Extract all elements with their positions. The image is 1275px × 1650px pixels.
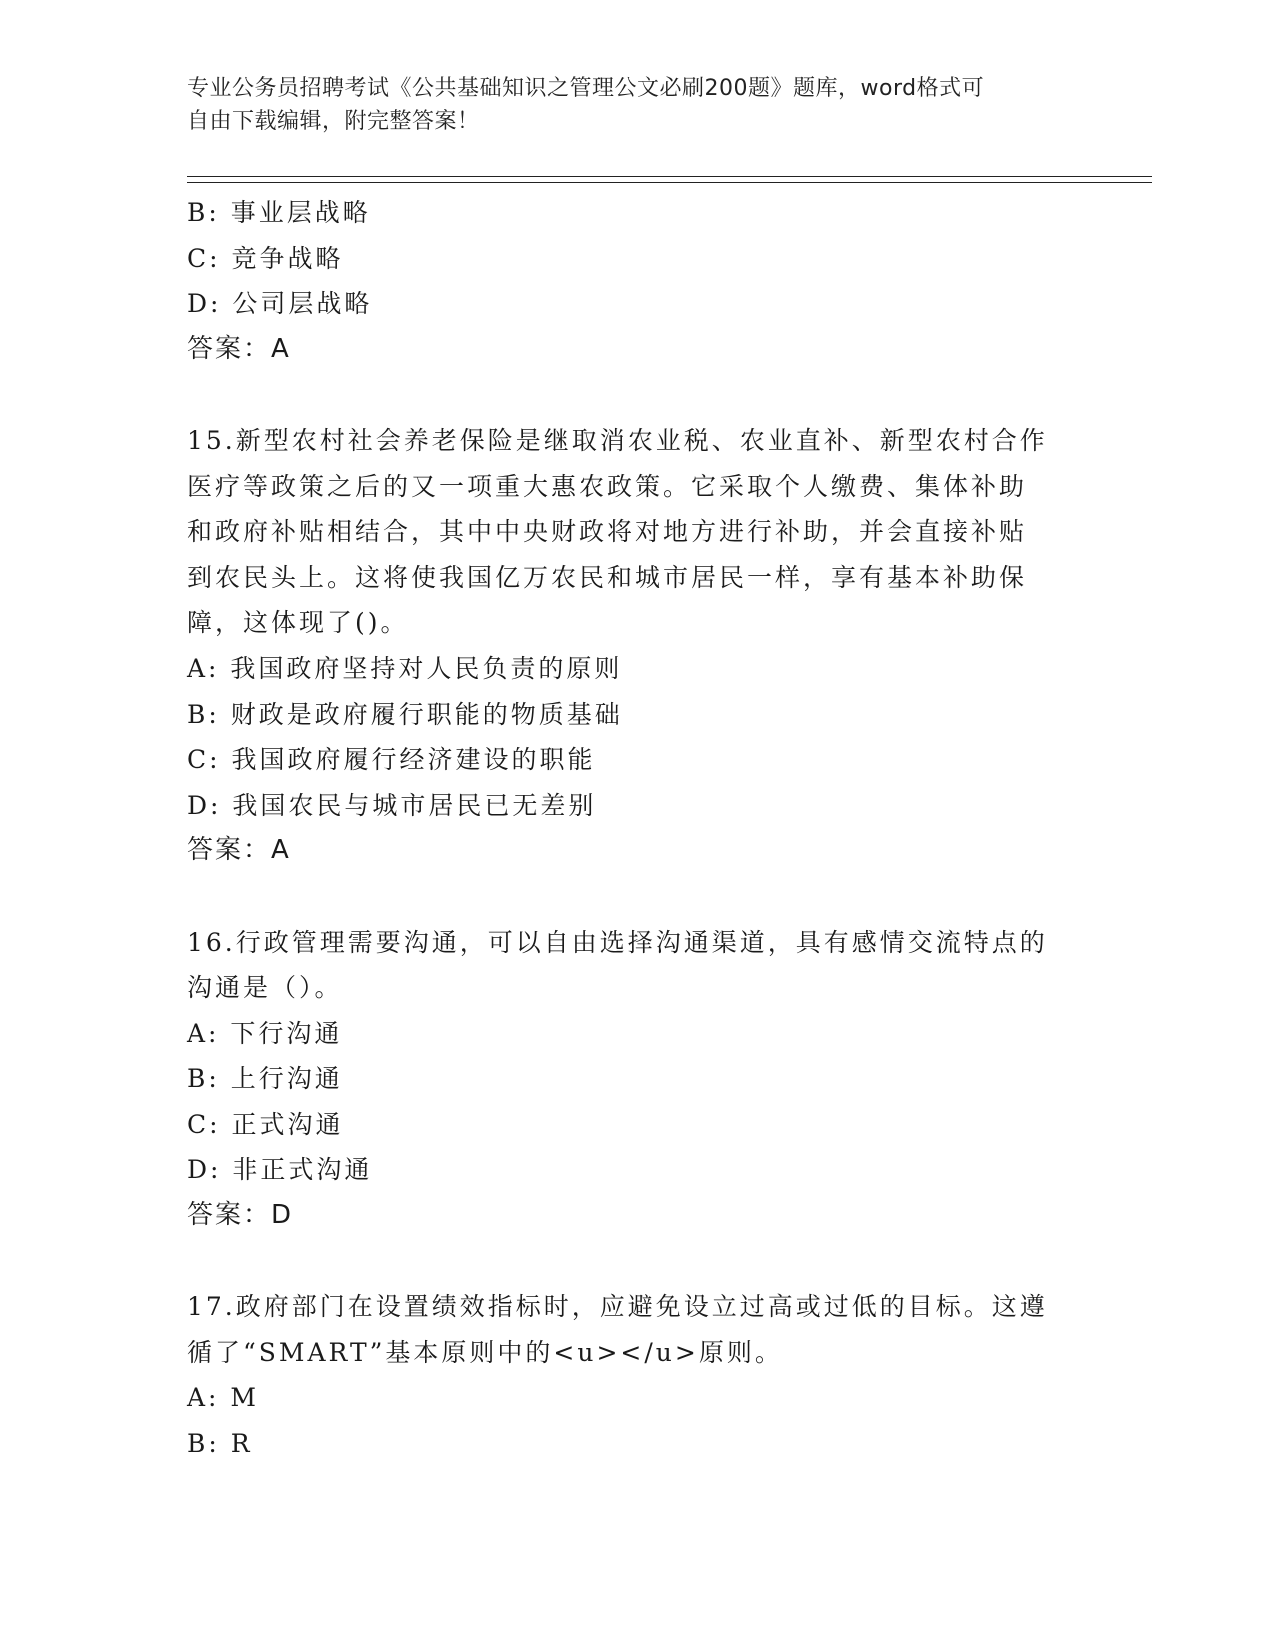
option-c: C: 竞争战略: [187, 243, 344, 273]
header-line-1: 专业公务员招聘考试《公共基础知识之管理公文必刷200题》题库，word格式可: [187, 76, 985, 101]
option-b: B: 事业层战略: [187, 198, 371, 227]
header-line-2: 自由下载编辑，附完整答案！: [187, 109, 480, 134]
question-list: [187, 190, 1077, 1467]
option-c: C: 正式沟通: [187, 1109, 344, 1139]
header-rule-top: [187, 176, 1152, 177]
answer: 答案：A: [187, 835, 291, 866]
option-d: D: 我国农民与城市居民已无差别: [187, 790, 597, 820]
spacer: [187, 372, 1077, 418]
question-stem-line: 医疗等政策之后的又一项重大惠农政策。它采取个人缴费、集体补助: [187, 471, 1028, 501]
option-d: D: 公司层战略: [187, 289, 373, 319]
question-16: [187, 920, 1077, 1239]
question-15: [187, 418, 1077, 874]
question-stem-line: 沟通是（）。: [187, 973, 343, 1003]
option-a: A: M: [187, 1383, 260, 1413]
question-17: [187, 1284, 1077, 1466]
question-14: [187, 190, 1077, 372]
question-stem-line: 17.政府部门在设置绩效指标时，应避免设立过高或过低的目标。这遵: [187, 1292, 1048, 1322]
answer: 答案：D: [187, 1200, 294, 1231]
answer: 答案：A: [187, 333, 291, 364]
option-c: C: 我国政府履行经济建设的职能: [187, 745, 596, 775]
question-stem-line: 到农民头上。这将使我国亿万农民和城市居民一样，享有基本补助保: [187, 562, 1028, 592]
header-rule-bottom: [187, 182, 1152, 183]
question-stem-line: 15.新型农村社会养老保险是继取消农业税、农业直补、新型农村合作: [187, 425, 1048, 455]
question-stem-line: 和政府补贴相结合，其中中央财政将对地方进行补助，并会直接补贴: [187, 517, 1028, 547]
option-a: A: 我国政府坚持对人民负责的原则: [187, 653, 623, 683]
document-header: [187, 72, 1067, 138]
spacer: [187, 1239, 1077, 1285]
option-a: A: 下行沟通: [187, 1018, 343, 1048]
option-b: B: 上行沟通: [187, 1064, 343, 1094]
option-b: B: R: [187, 1429, 253, 1459]
question-stem-line: 循了“SMART”基本原则中的<u></u>原则。: [187, 1337, 783, 1367]
spacer: [187, 874, 1077, 920]
question-stem-line: 障，这体现了()。: [187, 608, 409, 638]
question-stem-line: 16.行政管理需要沟通，可以自由选择沟通渠道，具有感情交流特点的: [187, 927, 1048, 957]
option-b: B: 财政是政府履行职能的物质基础: [187, 699, 623, 729]
option-d: D: 非正式沟通: [187, 1155, 373, 1185]
